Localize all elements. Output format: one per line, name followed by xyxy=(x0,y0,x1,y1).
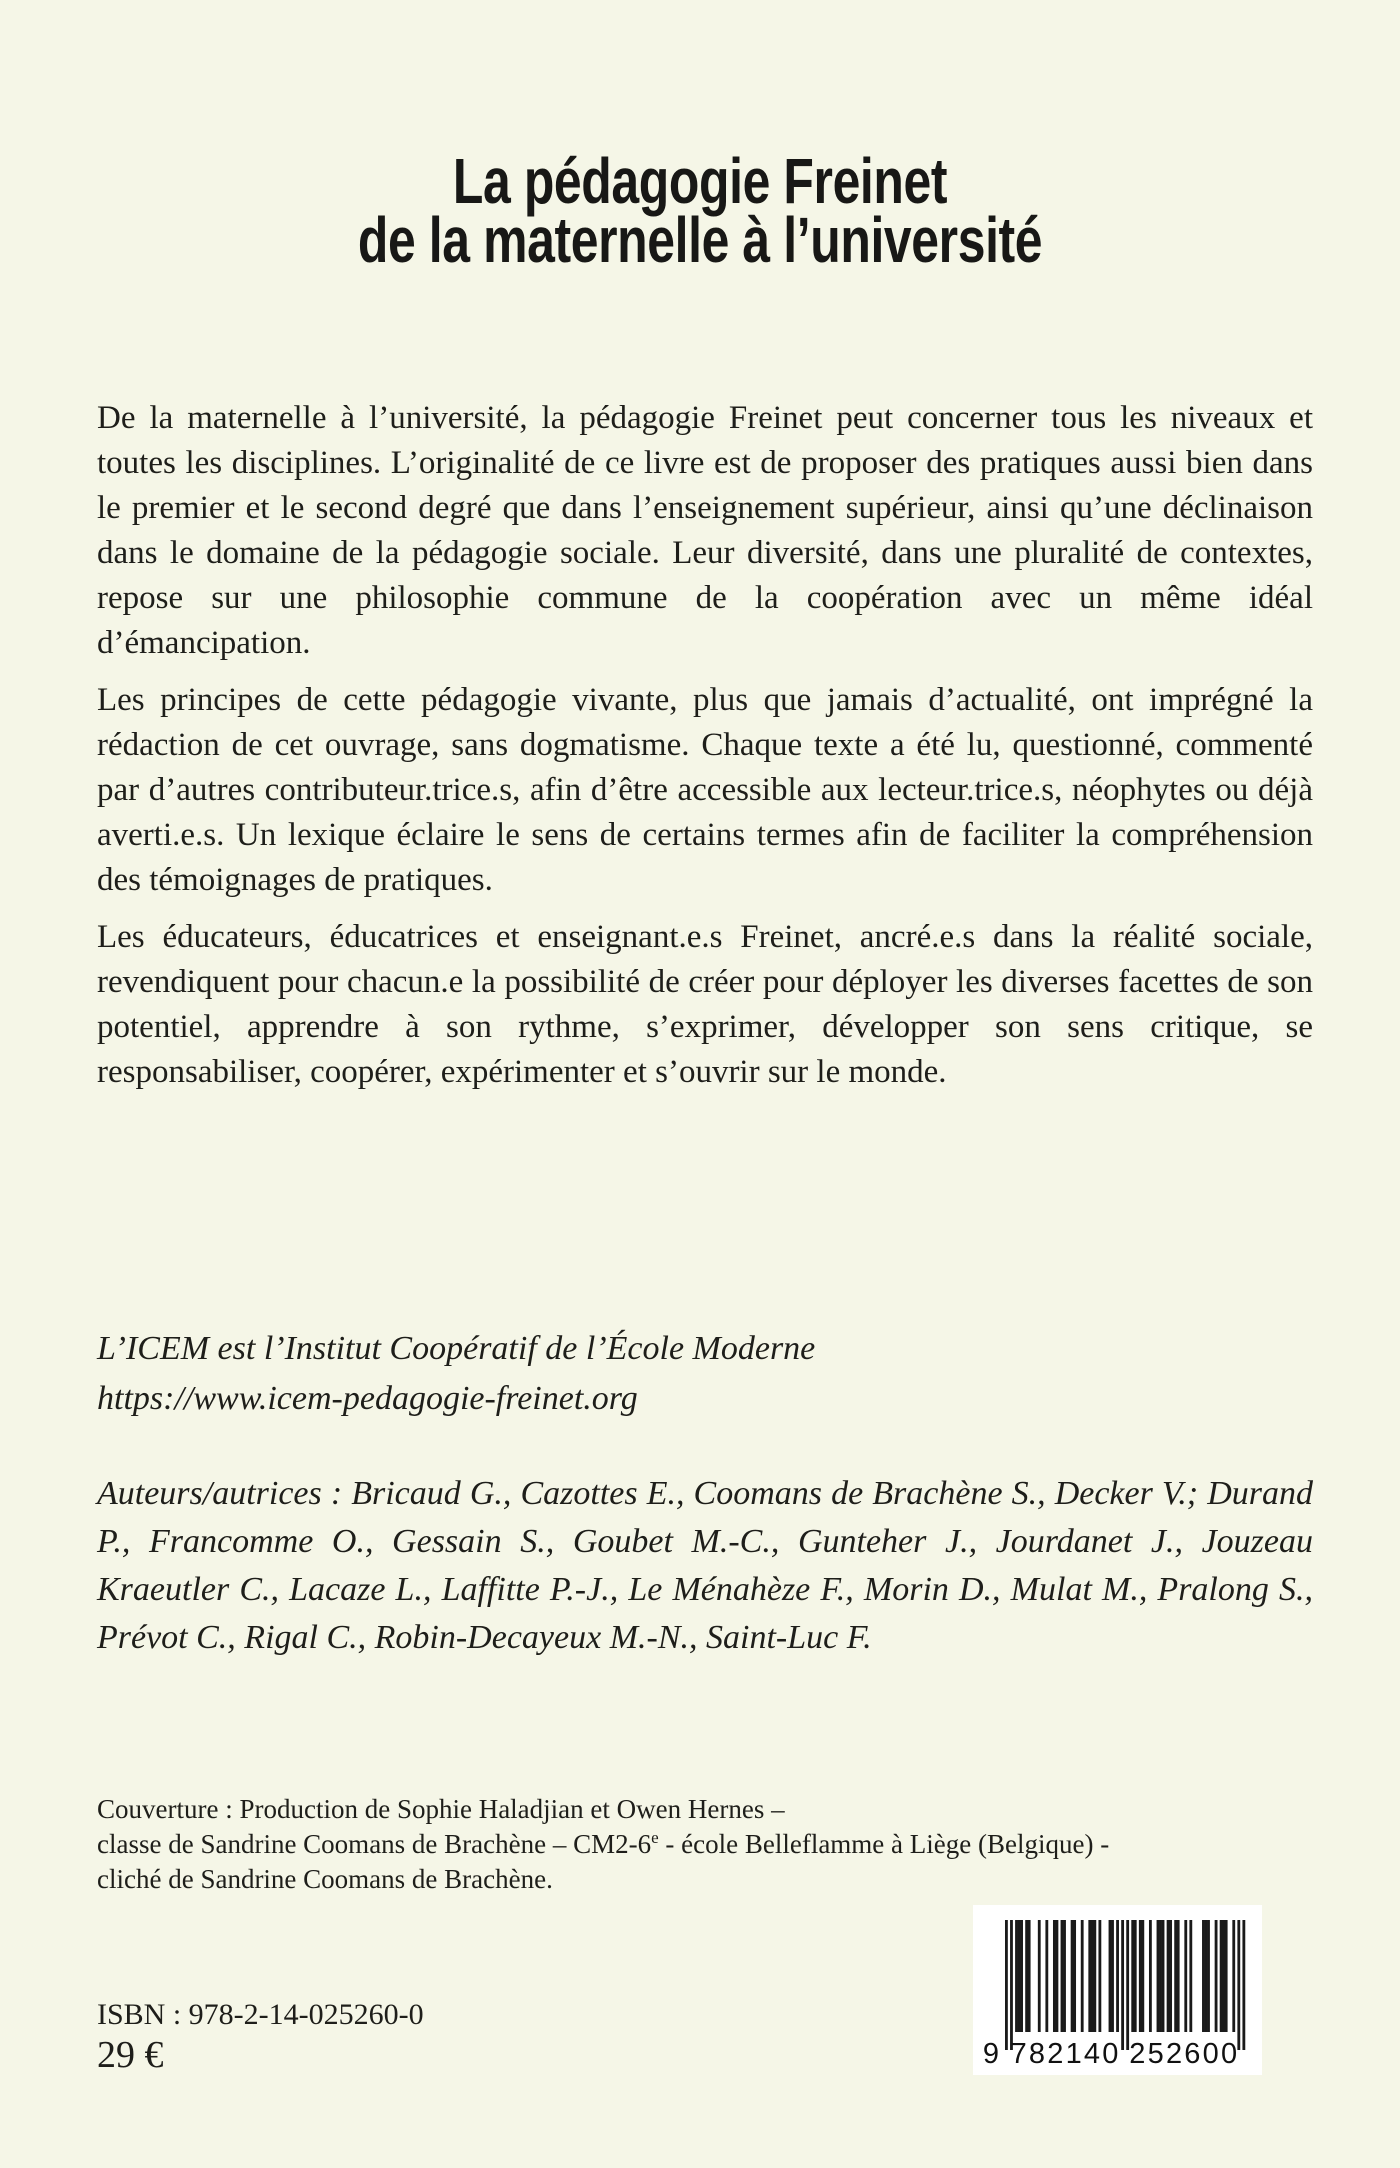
credits-line-3: cliché de Sandrine Coomans de Brachène. xyxy=(97,1864,553,1894)
synopsis-paragraph-1: De la maternelle à l’université, la pédagogie Freinet peut concerner tous les niveaux et toutes les disciplines. L’originalité de ce livre est de proposer des pratiques aussi bien dans le premier et le second degré que dans l’enseignement supérieur, ainsi qu’une déclinaison dans le domaine de la pédagogie sociale. Leur diversité, dans une pluralité de contextes, repose sur une philosophie commune de la coopération avec un même idéal d’émancipation. xyxy=(97,400,1313,661)
icem-url: https://www.icem-pedagogie-freinet.org xyxy=(97,1380,638,1417)
credits-line-2-text: classe de Sandrine Coomans de Brachène – CM2-6 xyxy=(97,1829,652,1859)
ean13-barcode-svg xyxy=(973,1905,1262,2075)
synopsis xyxy=(97,396,1313,1095)
credits-line-1: Couverture : Production de Sophie Haladjian et Owen Hernes – xyxy=(97,1794,785,1824)
credits-ordinal-superscript: e xyxy=(651,1828,659,1847)
synopsis-paragraph-2: Les principes de cette pédagogie vivante, plus que jamais d’actualité, ont imprégné la rédaction de cet ouvrage, sans dogmatisme. Chaque texte a été lu, questionné, commenté par d’autres contributeur.trice.s, afin d’être accessible aux lecteur.trice.s, néophytes ou déjà averti.e.s. Un lexique éclaire le sens de certains termes afin de faciliter la compréhension des témoignages de pratiques. xyxy=(97,682,1313,898)
book-title-line-2: de la maternelle à l’université xyxy=(357,204,1043,276)
barcode-digits-group-2: 782140 xyxy=(1010,2038,1121,2070)
publisher-note xyxy=(97,1324,1313,1424)
price: 29 € xyxy=(97,2034,164,2076)
book-title xyxy=(154,145,1246,276)
synopsis-paragraph-3: Les éducateurs, éducatrices et enseignant.e.s Freinet, ancré.e.s dans la réalité sociale, revendiquent pour chacun.e la possibilité de créer pour déployer les diverses facettes de son potentiel, apprendre à son rythme, s’exprimer, développer son sens critique, se responsabiliser, coopérer, expérimenter et s’ouvrir sur le monde. xyxy=(97,919,1313,1090)
barcode-digits-group-3: 252600 xyxy=(1129,2038,1240,2070)
cover-credits xyxy=(97,1792,1313,1897)
icem-description: L’ICEM est l’Institut Coopératif de l’École Moderne xyxy=(97,1330,816,1367)
isbn-number: ISBN : 978-2-14-025260-0 xyxy=(97,1998,424,2031)
credits-line-2 xyxy=(97,1827,1313,1862)
credits-line-2-rest: - école Belleflamme à Liège (Belgique) - xyxy=(658,1829,1110,1859)
barcode xyxy=(973,1905,1262,2075)
barcode-digits-group-1: 9 xyxy=(982,2038,1000,2070)
book-title-line-1: La pédagogie Freinet xyxy=(452,145,948,217)
isbn-block xyxy=(97,1997,424,2077)
authors-list: Auteurs/autrices : Bricaud G., Cazottes E., Coomans de Brachène S., Decker V.; Durand P., Francomme O., Gessain S., Goubet M.-C., Gunteher J., Jourdanet J., Jouzeau Kraeutler C., Lacaze L., Laffitte P.-J., Le Ménahèze F., Morin D., Mulat M., Pralong S., Prévot C., Rigal C., Robin-Decayeux M.-N., Saint-Luc F. xyxy=(97,1475,1313,1656)
